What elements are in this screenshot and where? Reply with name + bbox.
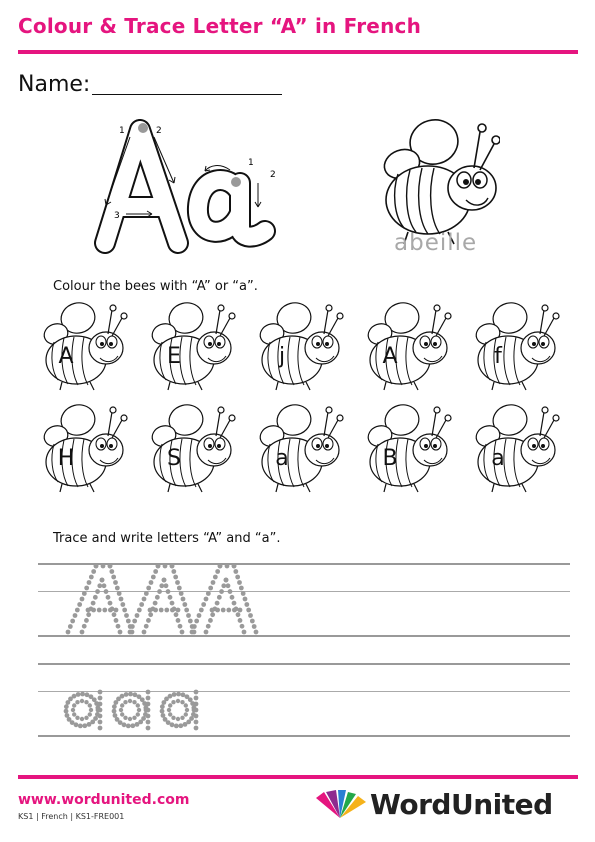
bee-letter: S <box>167 446 181 471</box>
bee-letter: H <box>57 446 75 471</box>
footer-url[interactable]: www.wordunited.com <box>18 792 190 808</box>
page-title: Colour & Trace Letter “A” in French <box>18 14 422 38</box>
step-number: 1 <box>119 126 125 136</box>
bee-letter: A <box>58 344 74 369</box>
step-number: 2 <box>156 126 162 136</box>
trace-letter-lowercase <box>160 690 199 731</box>
step-number: 2 <box>270 170 276 180</box>
bee-letter: A <box>382 344 398 369</box>
bee-5[interactable] <box>470 300 562 392</box>
bee-9[interactable] <box>362 402 454 494</box>
name-label: Name: <box>18 72 91 97</box>
trace-letter-lowercase <box>64 690 103 731</box>
bee-8[interactable] <box>254 402 346 494</box>
step-number: 1 <box>248 158 254 168</box>
letter-stroke-guide <box>70 115 290 255</box>
bee-3[interactable] <box>254 300 346 392</box>
bee-2[interactable] <box>146 300 238 392</box>
footer-codes: KS1 | French | KS1-FRE001 <box>18 812 125 821</box>
trace-letter-uppercase <box>128 564 197 635</box>
trace-letter-lowercase <box>112 690 151 731</box>
name-field[interactable] <box>92 94 282 95</box>
bee-4[interactable] <box>362 300 454 392</box>
trace-instruction: Trace and write letters “A” and “a”. <box>53 531 281 546</box>
bee-10[interactable] <box>470 402 562 494</box>
trace-letters <box>60 560 280 740</box>
bee-1[interactable] <box>38 300 130 392</box>
trace-letter-uppercase <box>66 564 135 635</box>
bee-letter: E <box>167 344 181 369</box>
bee-letter: f <box>494 344 502 369</box>
header-divider <box>18 50 578 54</box>
wordunited-logo-icon <box>312 788 368 822</box>
bee-letter: B <box>382 446 398 471</box>
bee-7[interactable] <box>146 402 238 494</box>
bee-letter: a <box>491 446 505 471</box>
brand-name: WordUnited <box>370 788 553 821</box>
bee-6[interactable] <box>38 402 130 494</box>
footer-divider <box>18 775 578 779</box>
trace-letter-uppercase <box>190 564 259 635</box>
step-number: 3 <box>114 211 120 221</box>
bee-letter: a <box>275 446 289 471</box>
bee-letter: j <box>278 344 286 369</box>
bee-word: abeille <box>394 230 478 256</box>
colour-instruction: Colour the bees with “A” or “a”. <box>53 279 258 294</box>
